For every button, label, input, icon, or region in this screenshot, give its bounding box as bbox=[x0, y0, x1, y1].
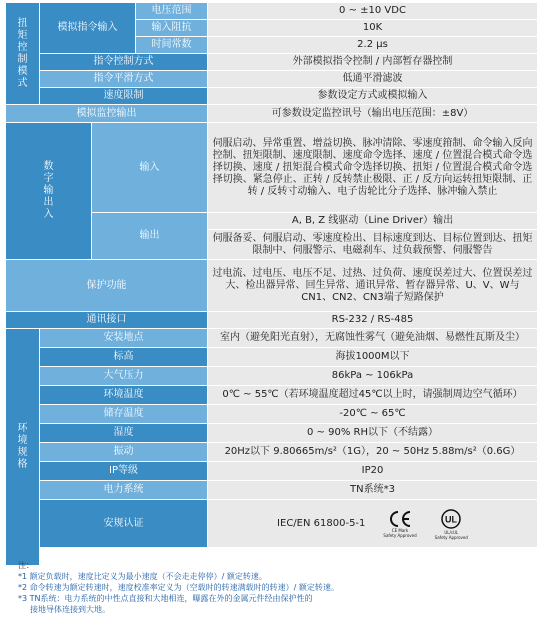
input-impedance-label: 输入阻抗 bbox=[136, 20, 208, 37]
vibration-value: 20Hz以下 9.80665m/s²（1G），20 ~ 50Hz 5.88m/s²（0.6G） bbox=[208, 443, 538, 462]
digital-output-label: 输出 bbox=[92, 213, 208, 260]
vibration-label: 振动 bbox=[40, 443, 208, 462]
ul-mark bbox=[435, 508, 468, 540]
ce-mark bbox=[383, 510, 416, 538]
speed-limit-label: 速度限制 bbox=[40, 88, 208, 105]
storage-temp-value: -20℃ ~ 65℃ bbox=[208, 405, 538, 424]
comm-label: 通讯接口 bbox=[6, 312, 208, 329]
note-2: *2 命令转速为额定转速时，速度校准率定义为（空载时的转速满载时的转速）/ 额定转速。 bbox=[18, 583, 339, 592]
pressure-label: 大气压力 bbox=[40, 367, 208, 386]
altitude-label: 标高 bbox=[40, 348, 208, 367]
note-3-cont: 接地导体连接到大地。 bbox=[30, 605, 110, 614]
voltage-range-value: 0 ~ ±10 VDC bbox=[208, 3, 538, 20]
notes-title: 注： bbox=[18, 561, 34, 570]
note-3: *3 TN系统：电力系统的中性点直接和大地相连，曝露在外的金属元件经由保护性的 bbox=[18, 594, 313, 603]
safety-standard: IEC/EN 61800-5-1 bbox=[277, 517, 366, 529]
protection-label: 保护功能 bbox=[6, 260, 208, 312]
storage-temp-label: 储存温度 bbox=[40, 405, 208, 424]
ce-caption: CE Mark Safety Approved bbox=[383, 527, 417, 538]
ce-mark-icon bbox=[387, 510, 413, 528]
analog-monitor-value: 可参数设定监控讯号（输出电压范围：±8V） bbox=[208, 105, 538, 123]
ul-mark-icon bbox=[436, 508, 466, 530]
input-impedance-value: 10K bbox=[208, 20, 538, 37]
spec-table bbox=[5, 2, 538, 566]
digital-input-value: 伺服启动、异常重置、增益切换、脉冲清除、零速度箝制、命令输入反向控制、扭矩限制、速度限制、速度命令选择、速度 / 位置混合模式命令选择切换、速度 / 扭矩混合模式命令选择切换、扭矩 / 位置混合模式命令选择切换、紧急停止、正转 / 反转禁止极限、正 / 反方向运转扭矩限制、正转 / 反转寸动输入、电子齿轮比分子选择、脉冲输入禁止 bbox=[208, 123, 538, 213]
cmd-smoothing-value: 低通平滑滤波 bbox=[208, 71, 538, 88]
time-constant-value: 2.2 μs bbox=[208, 37, 538, 54]
protection-value: 过电流、过电压、电压不足、过热、过负荷、速度误差过大、位置误差过大、检出器异常、回生异常、通讯异常、暂存器异常、U、V、W与CN1、CN2、CN3端子短路保护 bbox=[208, 260, 538, 312]
digital-input-label: 输入 bbox=[92, 123, 208, 213]
svg-text:UL: UL bbox=[445, 514, 458, 524]
ip-value: IP20 bbox=[208, 462, 538, 481]
analog-monitor-label: 模拟监控输出 bbox=[6, 105, 208, 123]
digital-output-line2: 伺服备妥、伺服启动、零速度检出、目标速度到达、目标位置到达、扭矩限制中、伺服警示、电磁刹车、过负载预警、伺服警告 bbox=[208, 230, 538, 260]
location-value: 室内（避免阳光直射），无腐蚀性雾气（避免油烟、易燃性瓦斯及尘） bbox=[208, 329, 538, 348]
ip-label: IP等级 bbox=[40, 462, 208, 481]
torque-group-header: 扭矩控制模式 bbox=[6, 3, 40, 105]
pressure-value: 86kPa ~ 106kPa bbox=[208, 367, 538, 386]
power-system-label: 电力系统 bbox=[40, 481, 208, 500]
env-group-header: 环境规格 bbox=[6, 329, 40, 566]
altitude-value: 海拔1000M以下 bbox=[208, 348, 538, 367]
env-temp-value: 0℃ ~ 55℃（若环境温度超过45℃以上时，请强制周边空气循环） bbox=[208, 386, 538, 405]
digital-output-line1: A, B, Z 线驱动（Line Driver）输出 bbox=[208, 213, 538, 230]
digio-group-header: 数字输出入 bbox=[6, 123, 92, 260]
humidity-label: 湿度 bbox=[40, 424, 208, 443]
location-label: 安装地点 bbox=[40, 329, 208, 348]
env-temp-label: 环境温度 bbox=[40, 386, 208, 405]
safety-value-cell bbox=[208, 500, 538, 548]
voltage-range-label: 电压范围 bbox=[136, 3, 208, 20]
analog-cmd-header: 模拟指令输入 bbox=[40, 3, 136, 54]
speed-limit-value: 参数设定方式或模拟输入 bbox=[208, 88, 538, 105]
note-1: *1 额定负载时，速度比定义为最小速度（不会走走停停）/ 额定转速。 bbox=[18, 572, 267, 581]
cmd-smoothing-label: 指令平滑方式 bbox=[40, 71, 208, 88]
footnotes bbox=[18, 560, 339, 615]
ul-caption: UL/cUL Safety Approved bbox=[434, 529, 468, 540]
humidity-value: 0 ~ 90% RH以下（不结露） bbox=[208, 424, 538, 443]
cmd-control-label: 指令控制方式 bbox=[40, 54, 208, 71]
power-system-value: TN系统*3 bbox=[208, 481, 538, 500]
safety-label: 安规认证 bbox=[40, 500, 208, 548]
comm-value: RS-232 / RS-485 bbox=[208, 312, 538, 329]
cmd-control-value: 外部模拟指令控制 / 内部暂存器控制 bbox=[208, 54, 538, 71]
time-constant-label: 时间常数 bbox=[136, 37, 208, 54]
